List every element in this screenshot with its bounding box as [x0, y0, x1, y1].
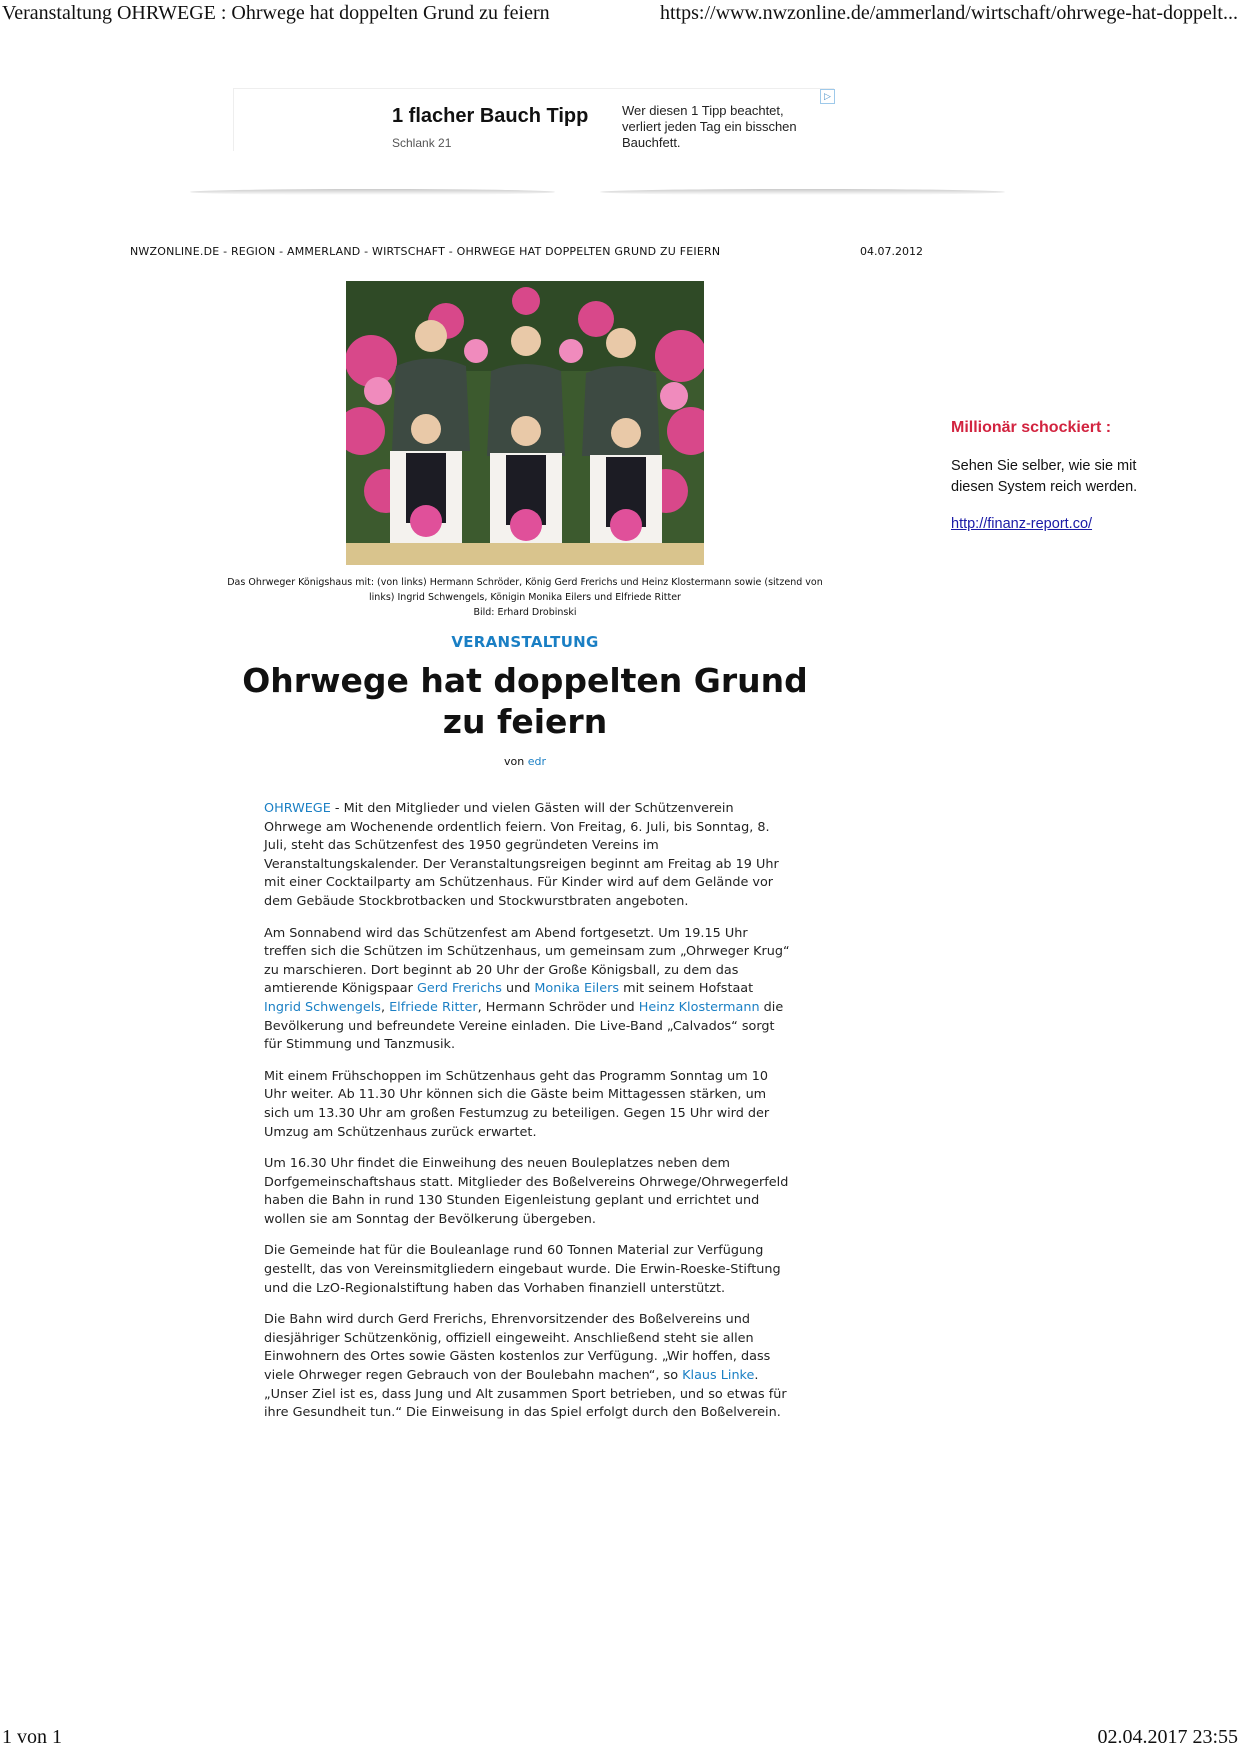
paragraph-text: und [501, 981, 535, 997]
paragraph [264, 1311, 794, 1423]
person-link-heinz-klostermann[interactable]: Heinz Klostermann [638, 999, 760, 1015]
paragraph-text: die Bevölkerung und befreundete Vereine einladen. Die Live-Band „Calvados“ sorgt für Stimmung und Tanzmusik. [264, 999, 784, 1053]
article-kicker: VERANSTALTUNG [451, 633, 599, 651]
person-link-elfriede-ritter[interactable]: Elfriede Ritter [389, 999, 478, 1015]
paragraph-text: mit seinem Hofstaat [619, 981, 754, 997]
paragraph-text: Die Bahn wird durch Gerd Frerichs, Ehrenvorsitzender des Boßelvereins und diesjähriger Schützenkönig, offiziell eingeweiht. Anschließend steht sie allen Einwohnern des Ortes sowie Gästen kostenlos zur Verfügung. „Wir hoffen, dass viele Ohrweger regen Gebrauch von der Boulebahn machen“, so [264, 1312, 771, 1384]
article-headline: Ohrwege hat doppelten Grund zu feiern [242, 661, 808, 741]
print-footer-page: 1 von 1 [2, 1726, 62, 1748]
caption-line: links) Ingrid Schwengels, Königin Monika Eilers und Elfriede Ritter [369, 592, 681, 603]
paragraph-text: . „Unser Ziel ist es, dass Jung und Alt zusammen Sport betrieben, und so etwas für ihre Gesundheit tun.“ Die Einweisung in das Spiel erfolgt durch den Boßelverein. [264, 1368, 787, 1421]
byline-author-link[interactable]: edr [527, 755, 546, 768]
paragraph-text: , [380, 999, 390, 1015]
paragraph-text: - Mit den Mitglieder und vielen Gästen will der Schützenverein Ohrwege am Wochenende ordentlich feiern. Von Freitag, 6. Juli, bis Sonntag, 8. Juli, steht das Schützenfest des 1950 gegründeten Vereins im Veranstaltungskalender. Der Veranstaltungsreigen beginnt am Freitag ab 19 Uhr mit einer Cocktailparty am Schützenhaus. Für Kinder wird auf dem Gelände vor dem Gebäude Stockbrotbacken und Stockwurstbraten angeboten. [264, 801, 779, 909]
ad-choices-icon[interactable]: ▷ [820, 89, 835, 104]
print-header-title: Veranstaltung OHRWEGE : Ohrwege hat doppelten Grund zu feiern [2, 2, 550, 24]
byline [470, 755, 580, 768]
breadcrumb[interactable]: NWZONLINE.DE - REGION - AMMERLAND - WIRTSCHAFT - OHRWEGE HAT DOPPELTEN GRUND ZU FEIERN [130, 245, 721, 258]
byline-prefix: von [504, 755, 525, 768]
dateline-link[interactable]: OHRWEGE [264, 801, 331, 816]
sidebar-ad-title[interactable]: Millionär schockiert : [951, 419, 1112, 436]
ad-divider-left [190, 189, 555, 195]
print-footer-date: 02.04.2017 23:55 [1097, 1726, 1238, 1748]
photo-caption [210, 575, 840, 620]
person-link-klaus-linke[interactable]: Klaus Linke [682, 1368, 755, 1384]
ad-divider-right [600, 189, 1005, 195]
paragraph [264, 925, 794, 1055]
paragraph [264, 800, 794, 912]
paragraph: Die Gemeinde hat für die Bouleanlage rund 60 Tonnen Material zur Verfügung gestellt, das von Vereinsmitgliedern eingebaut wurde. Die Erwin-Roeske-Stiftung und die LzO-Regionalstiftung haben das Vorhaben finanziell unterstützt. [264, 1243, 781, 1296]
paragraph: Mit einem Frühschoppen im Schützenhaus geht das Programm Sonntag um 10 Uhr weiter. Ab 11.30 Uhr können sich die Gäste beim Mittagessen stärken, um sich um 13.30 Uhr am großen Festumzug zu beteiligen. Gegen 15 Uhr wird der Umzug am Schützenhaus zurück erwartet. [264, 1068, 770, 1140]
ad-source: Schlank 21 [392, 136, 452, 150]
ad-text: Wer diesen 1 Tipp beachtet, verliert jeden Tag ein bisschen Bauchfett. [622, 103, 797, 150]
caption-line: Das Ohrweger Königshaus mit: (von links) Hermann Schröder, König Gerd Frerichs und Heinz Klostermann sowie (sitzend von [227, 577, 823, 588]
person-link-gerd-frerichs[interactable]: Gerd Frerichs [416, 981, 502, 997]
photo-credit: Bild: Erhard Drobinski [473, 607, 577, 618]
article-photo [346, 281, 704, 565]
print-header-url: https://www.nwzonline.de/ammerland/wirtschaft/ohrwege-hat-doppelt... [660, 2, 1238, 24]
sidebar-ad-text: Sehen Sie selber, wie sie mit diesen System reich werden. [951, 458, 1138, 495]
ad-headline[interactable]: 1 flacher Bauch Tipp [392, 105, 589, 127]
paragraph-text: , Hermann Schröder und [477, 999, 639, 1015]
paragraph: Um 16.30 Uhr findet die Einweihung des neuen Bouleplatzes neben dem Dorfgemeinschaftshaus statt. Mitglieder des Boßelvereins Ohrwege/Ohrwegerfeld haben die Bahn in rund 130 Stunden Eigenleistung geplant und errichtet und wollen sie am Sonntag der Bevölkerung übergeben. [264, 1156, 789, 1227]
article-body [264, 800, 794, 1436]
article-date: 04.07.2012 [860, 245, 923, 258]
person-link-ingrid-schwengels[interactable]: Ingrid Schwengels [264, 999, 381, 1015]
paragraph-text: Am Sonnabend wird das Schützenfest am Abend fortgesetzt. Um 19.15 Uhr treffen sich die Schützen im Schützenhaus, um gemeinsam zum „Ohrweger Krug“ zu marschieren. Dort beginnt ab 20 Uhr der Große Königsball, zu dem das amtierende Königspaar [264, 925, 790, 997]
person-link-monika-eilers[interactable]: Monika Eilers [534, 981, 620, 997]
sidebar-ad-link[interactable]: http://finanz-report.co/ [951, 516, 1093, 532]
ad-banner[interactable] [233, 88, 834, 151]
